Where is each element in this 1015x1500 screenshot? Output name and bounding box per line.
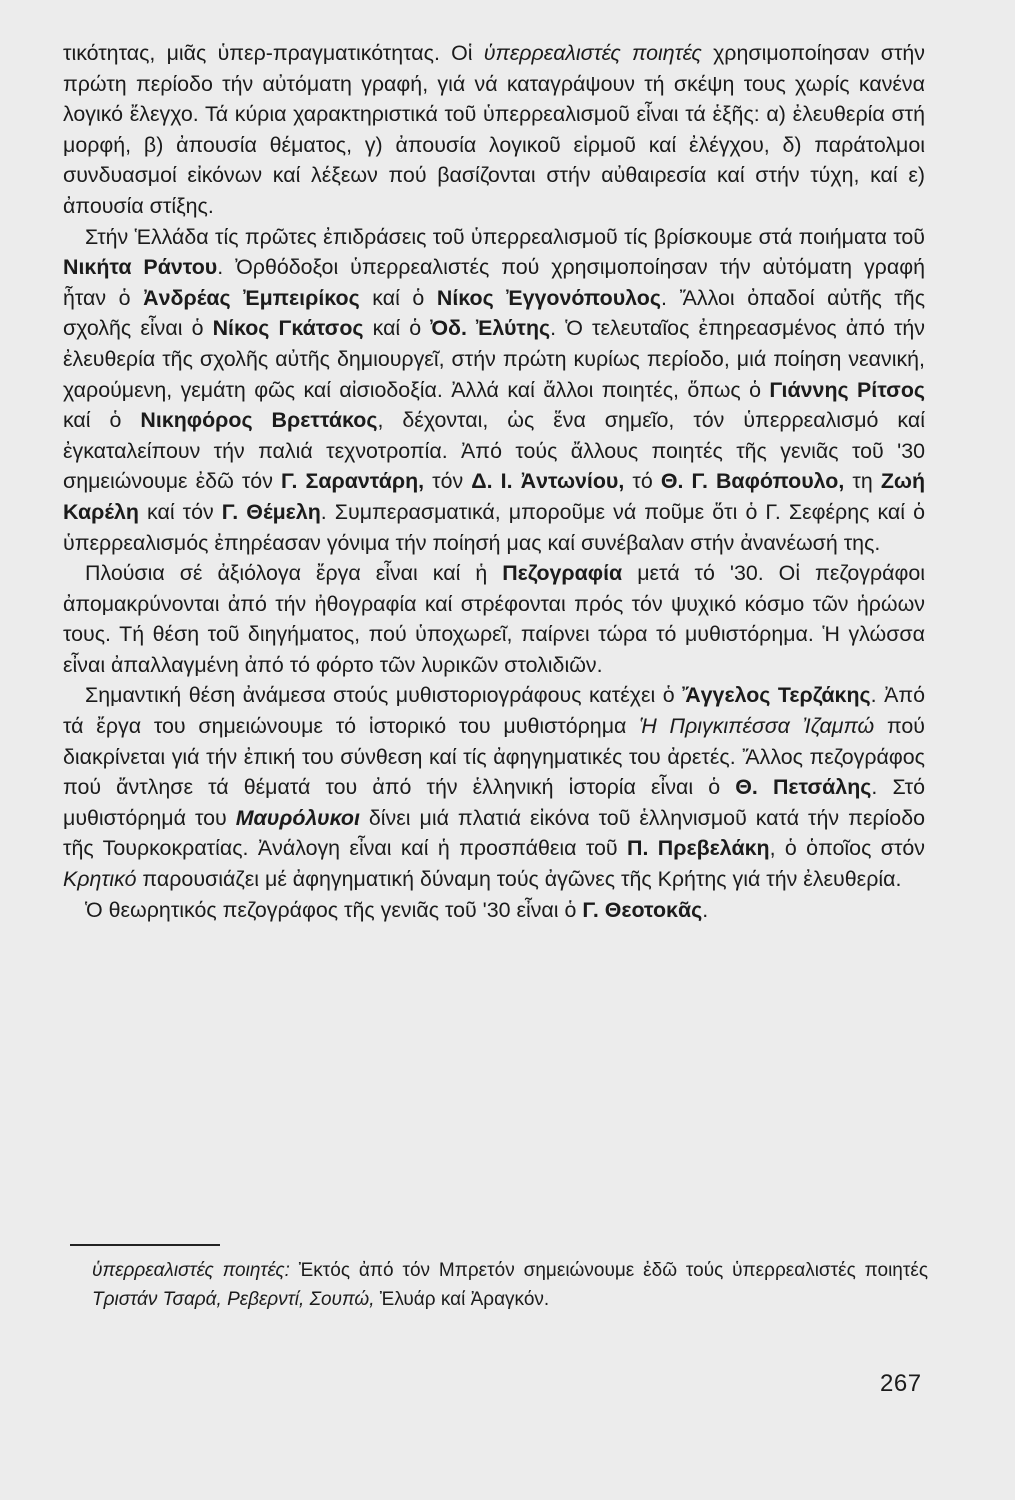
paragraph-2 xyxy=(63,222,925,559)
text-run: Ἐλυάρ καί Ἀραγκόν. xyxy=(374,1289,550,1310)
bold-name: Γ. Θεοτοκᾶς xyxy=(582,897,703,922)
italic-title: ὑπερρεαλιστές ποιητές: xyxy=(92,1260,290,1281)
bold-name: Πεζογραφία xyxy=(502,561,623,586)
text-run: Σημαντική θέση ἀνάμεσα στούς μυθιστοριογράφους κατέχει ὁ xyxy=(85,683,683,708)
text-run: . Ἄλλοι ὀπαδοί αὐτῆς τῆς σχολῆς εἶναι ὁ xyxy=(63,285,926,341)
text-run: τό xyxy=(624,469,661,494)
page-number: 267 xyxy=(880,1370,922,1397)
text-run: χρησιμοποίησαν στήν πρώτη περίοδο τήν αὐτόματη γραφή, γιά νά καταγράψουν τή σκέψη τους χωρίς κανένα λογικό ἔλεγχο. Τά κύρια χαρακτηριστικά τοῦ ὑπερρεαλισμοῦ εἶναι τά ἑξῆς: α) ἐλευθερία στή μορφή, β) ἀπουσία θέματος, γ) ἀπουσία λογικοῦ εἱρμοῦ καί ἐλέγχου, δ) παράτολμοι συνδυασμοί εἰκόνων καί λέξεων πού βασίζονται στήν αὐθαιρεσία καί στήν τύχη, καί ε) ἀπουσία στίξης. xyxy=(63,41,925,218)
text-run: , ὁ ὁποῖος στόν xyxy=(769,836,926,861)
bold-name: Ὀδ. Ἐλύτης xyxy=(430,316,551,341)
italic-title: Κρητικό xyxy=(63,867,137,892)
italic-title: Τριστάν Τσαρά, Ρεβερντί, Σουπώ, xyxy=(92,1289,375,1310)
text-run: δίνει μιά πλατιά εἰκόνα τοῦ ἑλληνισμοῦ κατά τήν περίοδο τῆς Τουρκοκρατίας. Ἀνάλογη εἶναι καί ἡ προσπάθεια τοῦ xyxy=(63,805,925,861)
paragraph-1 xyxy=(63,38,925,222)
text-run: καί τόν xyxy=(138,499,222,524)
bold-name: Γ. Σαραντάρη, xyxy=(280,469,425,494)
text-run: . Συμπερασματικά, μποροῦμε νά ποῦμε ὅτι ὁ Γ. Σεφέρης καί ὁ ὑπερρεαλισμός ἐπηρέασαν γόνιμα τήν ποίησή μας καί συνέβαλαν στήν ἀνανέωσή της. xyxy=(63,499,925,555)
text-run: τικότητας, μιᾶς ὑπερ-πραγματικότητας. Οἱ xyxy=(63,41,484,65)
body-text xyxy=(63,38,925,925)
text-run: καί ὁ xyxy=(63,408,141,433)
text-run: . xyxy=(702,897,709,922)
text-run: μετά τό '30. Οἱ πεζογράφοι ἀπομακρύνονται ἀπό τήν ἠθογραφία καί στρέφονται πρός τόν ψυχικό κόσμο τῶν ἡρώων τους. Τή θέση τοῦ διηγήματος, πού ὑποχωρεῖ, παίρνει τώρα τό μυθιστόρημα. Ἡ γλώσσα εἶναι ἀπαλλαγμένη ἀπό τό φόρτο τῶν λυρικῶν στολιδιῶν. xyxy=(63,561,925,677)
italic-title: Ἡ Πριγκιπέσσα Ἰζαμπώ xyxy=(639,714,875,739)
text-run: πού διακρίνεται γιά τήν ἐπική του σύνθεση καί τίς ἀφηγηματικές του ἀρετές. Ἄλλος πεζογράφος πού ἄντλησε τά θέματά του ἀπό τήν ἑλληνική ἱστορία εἶναι ὁ xyxy=(63,714,925,800)
text-run: τη xyxy=(844,469,881,494)
text-run: . Στό μυθιστόρημά του xyxy=(63,775,925,830)
text-run: τόν xyxy=(424,469,472,494)
bold-name: Δ. Ι. Ἀντωνίου, xyxy=(471,469,625,494)
text-run: . Ἀπό τά ἔργα του σημειώνουμε τό ἱστορικό του μυθιστόρημα xyxy=(63,683,925,739)
bold-name: Θ. Πετσάλης xyxy=(735,775,872,800)
text-run: καί ὁ xyxy=(359,285,437,310)
bold-name: Νικήτα Ράντου xyxy=(63,255,218,280)
footnote-divider xyxy=(70,1244,220,1246)
italic-title: ὑπερρεαλιστές ποιητές xyxy=(483,41,702,65)
bold-name: Νίκος Ἐγγονόπουλος xyxy=(436,285,661,310)
text-run: Πλούσια σέ ἀξιόλογα ἔργα εἶναι καί ἡ xyxy=(85,561,503,586)
text-run: Ὁ θεωρητικός πεζογράφος τῆς γενιᾶς τοῦ '30 εἶναι ὁ xyxy=(85,897,583,922)
text-run: παρουσιάζει μέ ἀφηγηματική δύναμη τούς ἀγῶνες τῆς Κρήτης γιά τήν ἐλευθερία. xyxy=(136,867,902,892)
bold-name: Ἀνδρέας Ἐμπειρίκος xyxy=(143,285,360,310)
bold-name: Ζωή Καρέλη xyxy=(63,469,926,524)
bold-name: Γιάννης Ρίτσος xyxy=(769,377,926,402)
text-run: Ἐκτός ἀπό τόν Μπρετόν σημειώνουμε ἐδῶ τούς ὑπερρεαλιστές ποιητές xyxy=(289,1260,929,1281)
emphasis-text: Μαυρόλυκοι xyxy=(235,805,360,830)
bold-name: Π. Πρεβελάκη xyxy=(627,836,770,861)
bold-name: Ἄγγελος Τερζάκης xyxy=(682,683,871,708)
paragraph-4 xyxy=(63,680,925,894)
text-run: , δέχονται, ὡς ἕνα σημεῖο, τόν ὑπερρεαλισμό καί ἐγκαταλείπουν τήν παλιά τεχνοτροπία. Ἀπό τούς ἄλλους ποιητές τῆς γενιᾶς τοῦ '30 σημειώνουμε ἐδῶ τόν xyxy=(63,408,925,494)
bold-name: Θ. Γ. Βαφόπουλο, xyxy=(660,469,845,494)
text-run: Στήν Ἑλλάδα τίς πρῶτες ἐπιδράσεις τοῦ ὑπερρεαλισμοῦ τίς βρίσκουμε στά ποιήματα τοῦ xyxy=(85,224,925,249)
text-run: . Ὀρθόδοξοι ὑπερρεαλιστές πού χρησιμοποίησαν τήν αὐτόματη γραφή ἦταν ὁ xyxy=(63,255,925,310)
text-run: . Ὁ τελευταῖος ἐπηρεασμένος ἀπό τήν ἐλευθερία τῆς σχολῆς αὐτῆς δημιουργεῖ, στήν πρώτη κυρίως περίοδο, μιά ποίηση νεανική, χαρούμενη, γεμάτη φῶς καί αἰσιοδοξία. Ἀλλά καί ἄλλοι ποιητές, ὅπως ὁ xyxy=(63,316,926,402)
text-run: καί ὁ xyxy=(363,316,431,341)
paragraph-5 xyxy=(63,895,925,926)
bold-name: Νίκος Γκάτσος xyxy=(212,316,364,341)
bold-name: Νικηφόρος Βρεττάκος xyxy=(140,408,378,433)
paragraph-3 xyxy=(63,558,925,680)
footnote xyxy=(92,1256,928,1314)
bold-name: Γ. Θέμελη xyxy=(221,499,321,524)
